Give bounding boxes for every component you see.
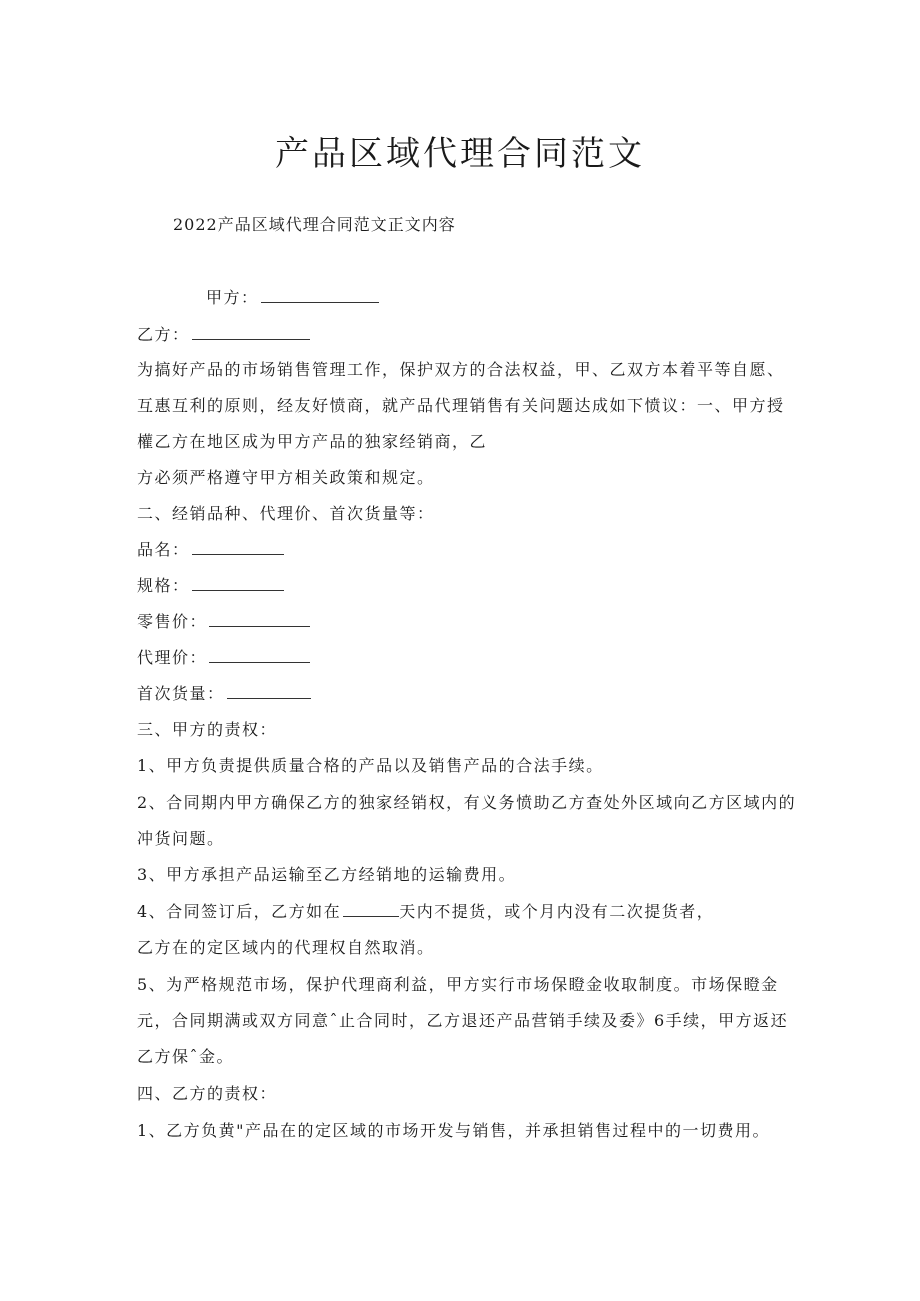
section-4-heading: 四、乙方的责权： <box>137 1084 278 1103</box>
product-name-label: 品名： <box>137 540 190 559</box>
party-b-line <box>137 322 310 345</box>
product-name-line <box>137 537 284 560</box>
spec-label: 规格： <box>137 576 190 595</box>
document-subtitle: 2022产品区域代理合同范文正文内容 <box>173 215 456 234</box>
party-a-blank <box>261 286 379 303</box>
clause-3-4-line-2: 乙方在的定区域内的代理权自然取消。 <box>137 938 435 957</box>
party-b-label: 乙方： <box>137 325 190 344</box>
clause-3-5-line-2: 元，合同期满或双方同意ˆ止合同时，乙方退还产品营销手续及委》6手续，甲方返还 <box>137 1011 789 1030</box>
clause-3-1: 1、甲方负责提供质量合格的产品以及销售产品的合法手续。 <box>137 756 604 775</box>
intro-line-1: 为搞好产品的市场销售管理工作，保护双方的合法权益，甲、乙双方本着平等自愿、 <box>137 360 785 379</box>
clause-3-5-line-3: 乙方保ˆ金。 <box>137 1047 235 1066</box>
clause-3-4-prefix: 4、合同签订后，乙方如在 <box>137 902 342 921</box>
intro-line-2: 互惠互利的原则，经友好愤商，就产品代理销售有关问题达成如下愤议：一、甲方授 <box>137 396 785 415</box>
clause-3-5-line-1: 5、为严格规范市场，保护代理商利益，甲方实行市场保瞪金收取制度。市场保瞪金 <box>137 975 779 994</box>
clause-3-3: 3、甲方承担产品运输至乙方经销地的运输费用。 <box>137 865 517 884</box>
clause-4-1: 1、乙方负黄"产品在的定区域的市场开发与销售，并承担销售过程中的一切费用。 <box>137 1121 771 1140</box>
retail-price-label: 零售价： <box>137 612 208 631</box>
intro-line-4: 方必须严格遵守甲方相关政策和规定。 <box>137 468 435 487</box>
party-a-line <box>206 285 379 308</box>
clause-3-4-suffix: 天内不提货，或个月内没有二次提货者， <box>399 902 715 921</box>
clause-3-2-line-2: 冲货问题。 <box>137 829 225 848</box>
party-b-blank <box>192 323 310 340</box>
spec-line <box>137 573 284 596</box>
section-2-heading: 二、经销品种、代理价、首次货量等： <box>137 504 435 523</box>
clause-3-4-line-1 <box>137 899 714 922</box>
days-blank <box>343 900 399 917</box>
agent-price-blank <box>209 646 310 663</box>
intro-line-3: 權乙方在地区成为甲方产品的独家经销商，乙 <box>137 432 488 451</box>
party-a-label: 甲方： <box>206 288 259 307</box>
spec-blank <box>192 574 284 591</box>
agent-price-line <box>137 645 310 668</box>
first-quantity-blank <box>227 682 311 699</box>
section-3-heading: 三、甲方的责权： <box>137 720 278 739</box>
retail-price-line <box>137 609 310 632</box>
first-quantity-label: 首次货量： <box>137 684 225 703</box>
document-title: 产品区域代理合同范文 <box>275 134 645 174</box>
agent-price-label: 代理价： <box>137 648 208 667</box>
first-quantity-line <box>137 681 311 704</box>
product-name-blank <box>192 538 284 555</box>
clause-3-2-line-1: 2、合同期内甲方确保乙方的独家经销权，有义务愤助乙方查处外区域向乙方区域内的 <box>137 793 797 812</box>
retail-price-blank <box>209 610 310 627</box>
